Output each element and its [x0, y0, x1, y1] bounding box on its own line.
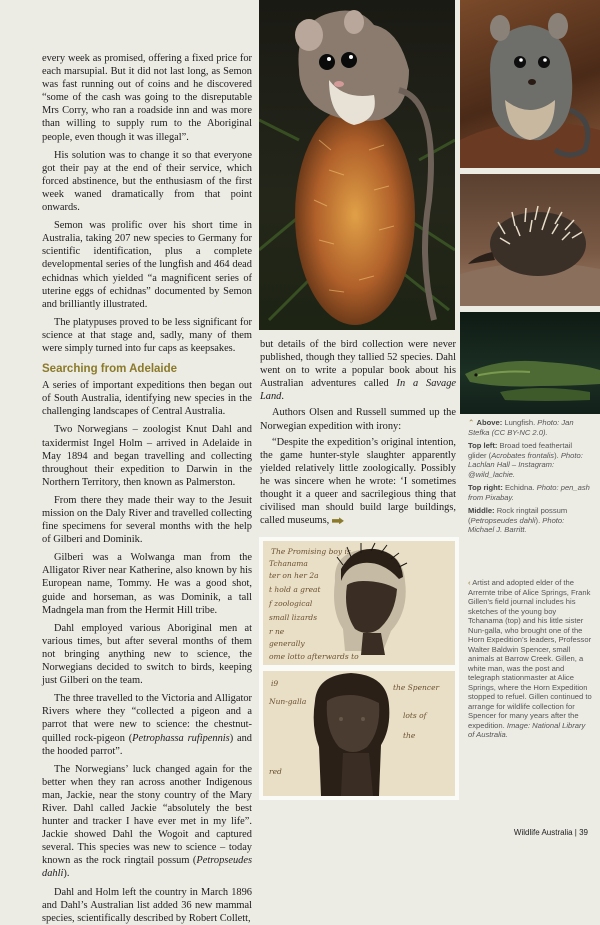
journal-line: generally: [269, 639, 305, 648]
caption-text: ).: [535, 515, 543, 525]
field-journal-image: [259, 537, 459, 800]
paragraph: A series of important expeditions then began out of South Australia, identifying new species in the challenging landscapes of Central Australia.: [42, 380, 252, 418]
lungfish-illustration: [460, 312, 600, 414]
echidna-illustration: [460, 174, 600, 306]
caption-top-right: [468, 483, 592, 502]
journal-line: lots of: [403, 711, 427, 720]
section-heading: Searching from Adelaide: [42, 363, 178, 376]
species-name: Petropseudes dahli: [42, 855, 252, 880]
caption-body: [468, 578, 592, 740]
paragraph: [42, 763, 252, 881]
paragraph: Semon was prolific over his short time in Australia, taking 207 new species to Germany for scientific identification, plus a complete developmental series of the lungfish and 464 dead echidnas which yielded “a magnificent series of uterine eggs of echidnas” documented by Semon and brilliantly illustrated.: [42, 220, 252, 310]
caption-text: Rock ringtail possum (: [468, 506, 568, 525]
journal-line: t hold a great: [269, 585, 321, 594]
text-run: but details of the bird collection were never published, though they tallied 52 species. Dahl went on to write a popular book about his Australian adventures called: [260, 339, 456, 390]
paragraph: Authors Olsen and Russell summed up the Norwegian expedition with irony:: [260, 407, 456, 432]
boy-portrait-sketch: [263, 541, 455, 665]
caption-credit: Photo: Lachlan Hall – Instagram: @wild_lachie.: [468, 450, 583, 479]
caption-top-left: [468, 441, 592, 479]
text-run: “Despite the expedition’s original intention, the game hunter-style slaughter apparently yielded relatively little zoologically. Possibly he was sincere when he wrote: ‘I sometimes thought it a queer and sacrilegious thing that civilised man should build large buildings, called museums,: [260, 436, 456, 527]
paragraph: From there they made their way to the Jesuit mission on the Daly River and travelled collecting fine specimens for several months with the help of Gilberi and Dominik.: [42, 494, 252, 546]
species-name: Petrophassa rufipennis: [132, 732, 230, 744]
photo-captions: [468, 418, 592, 539]
paragraph: [260, 436, 456, 528]
journal-line: red: [269, 767, 282, 776]
paragraph: Two Norwegians – zoologist Knut Dahl and taxidermist Ingel Holm – arrived in Adelaide in May 1894 and began travelling and collecting throughout their expedition to Darwin in the Northern Territory, then known as Palmerston.: [42, 424, 252, 488]
echidna-photo: [460, 174, 600, 306]
caption-text: Artist and adopted elder of the Arrernte tribe of Alice Springs, Frank Gillen’s field journal includes his sketches of the young boy Tchanama (top) and his little sister Nun-galla, who brought one of the Horn Expedition’s leaders, Professor Walter Baldwin Spencer, small animals at Barrow Creek. Gillen, a white man, was the post and telegraph stationmaster at Alice Springs, where the Horn Expedition stopped to refuel. Gillen continued to arrange for wildlife collection for Spencer for many years after the expedition.: [468, 578, 592, 730]
caption-middle: [468, 506, 592, 535]
page-folio: Wildlife Australia | 39: [513, 828, 588, 837]
lungfish-photo: [460, 312, 600, 414]
journal-line: ter on her 2a: [269, 571, 319, 580]
text-run: The Norwegians’ luck changed again for the better when they ran across another Indigenous man, Jackie, near the stony country of the Mary River. Dahl called Jackie “absolutely the best hunter and tracker I have ever met in my life”. Jackie showed Dahl the Wogoit and captured several. This species was new to science – today known as the rock ringtail possum (: [42, 763, 252, 867]
caption-credit: Image: National Library of Australia.: [468, 720, 586, 739]
text-run: ) and the hooded parrot”.: [42, 732, 253, 757]
paragraph: Dahl and Holm left the country in March 1896 and Dahl’s Australian list added 36 new mammal species, scientifically described by Robert Collett,: [42, 886, 252, 924]
glider-photo: [259, 0, 455, 330]
journal-caption: [468, 578, 592, 744]
caption-label: Above:: [476, 418, 503, 427]
paragraph: [260, 338, 456, 403]
continue-arrow-icon: [332, 517, 344, 524]
journal-line: i9: [271, 679, 279, 688]
paragraph: The platypuses proved to be less significant for science at that stage and, sadly, many of them were simply turned into fur caps as keepsakes.: [42, 316, 252, 354]
journal-sketch-name: Tchanama: [269, 559, 308, 568]
journal-line: ome lotto afterwards to: [269, 652, 359, 661]
caption-text: Lungfish.: [502, 418, 538, 427]
main-text-column: [42, 52, 252, 925]
journal-page-top: [263, 541, 455, 665]
caption-text: Broad toed feathertail glider (: [468, 441, 573, 460]
journal-line: the Spencer: [393, 683, 440, 692]
book-title: In a Savage Land: [260, 378, 457, 403]
journal-line: f zoological: [269, 599, 313, 608]
possum-illustration: [460, 0, 600, 168]
paragraph: Gilberi was a Wolwanga man from the Alligator River near Katherine, also known by his European name, Tommy. He was a good shot, guide and horseman, as was Dominik, a tall Madngela man from the Hermit Hill tribe.: [42, 552, 252, 616]
species-name: Petropseudes dahli: [470, 515, 536, 525]
journal-line: The Promising boy is: [271, 547, 351, 556]
caption-label: Top left:: [468, 441, 498, 450]
caption-credit: Photo: Jan Stefka (CC BY-NC 2.0).: [468, 418, 574, 437]
caption-credit: Photo: pen_ash from Pixabay.: [468, 483, 590, 502]
paragraph: every week as promised, offering a fixed price for each marsupial. But it did not last long, as Semon was fast running out of coins and he discovered “some of the cash was going to the disreputable Mrs Corry, who ran a roadside inn and was more than willing to supply rum to the Aboriginal people, even though it was illegal”.: [42, 53, 252, 143]
text-run: .: [281, 391, 284, 403]
possum-photo: [460, 0, 600, 168]
species-name: Acrobates frontalis: [491, 450, 555, 460]
journal-line: small lizards: [269, 613, 318, 622]
caption-label: Middle:: [468, 506, 495, 515]
paragraph: His solution was to change it so that everyone got their pay at the end of their service, which forced abstinence, but the enthusiasm of the first week waned dramatically from that point onwards.: [42, 149, 252, 214]
journal-line: the: [403, 731, 416, 740]
caption-label: Top right:: [468, 483, 503, 492]
paragraph: [42, 692, 252, 757]
text-run: ).: [63, 868, 70, 880]
glider-illustration: [259, 0, 455, 330]
caption-text: Echidna.: [502, 483, 537, 492]
journal-line: r ne: [269, 627, 285, 636]
caption-text: ).: [554, 450, 561, 460]
caret-up-icon: ⌃: [468, 418, 475, 427]
girl-portrait-sketch: [263, 671, 455, 796]
text-run: The three travelled to the Victoria and Alligator Rivers where they “collected a pigeon and a parrot that were new to science: the chestnut-quilled rock-pigeon (: [42, 693, 252, 744]
journal-page-bottom: [263, 671, 455, 796]
journal-line: Nun-galla: [269, 697, 307, 706]
caption-credit: Photo: Michael J. Barritt.: [468, 515, 565, 534]
caption-above: [468, 418, 592, 437]
paragraph: Dahl employed various Aboriginal men at various times, but after several months of them not bringing anything new to science, the Norwegians decided to switch to birds, keeping just Gilberi on the team.: [42, 622, 252, 687]
middle-text-column: [260, 338, 456, 527]
caret-left-icon: ‹: [468, 578, 471, 587]
